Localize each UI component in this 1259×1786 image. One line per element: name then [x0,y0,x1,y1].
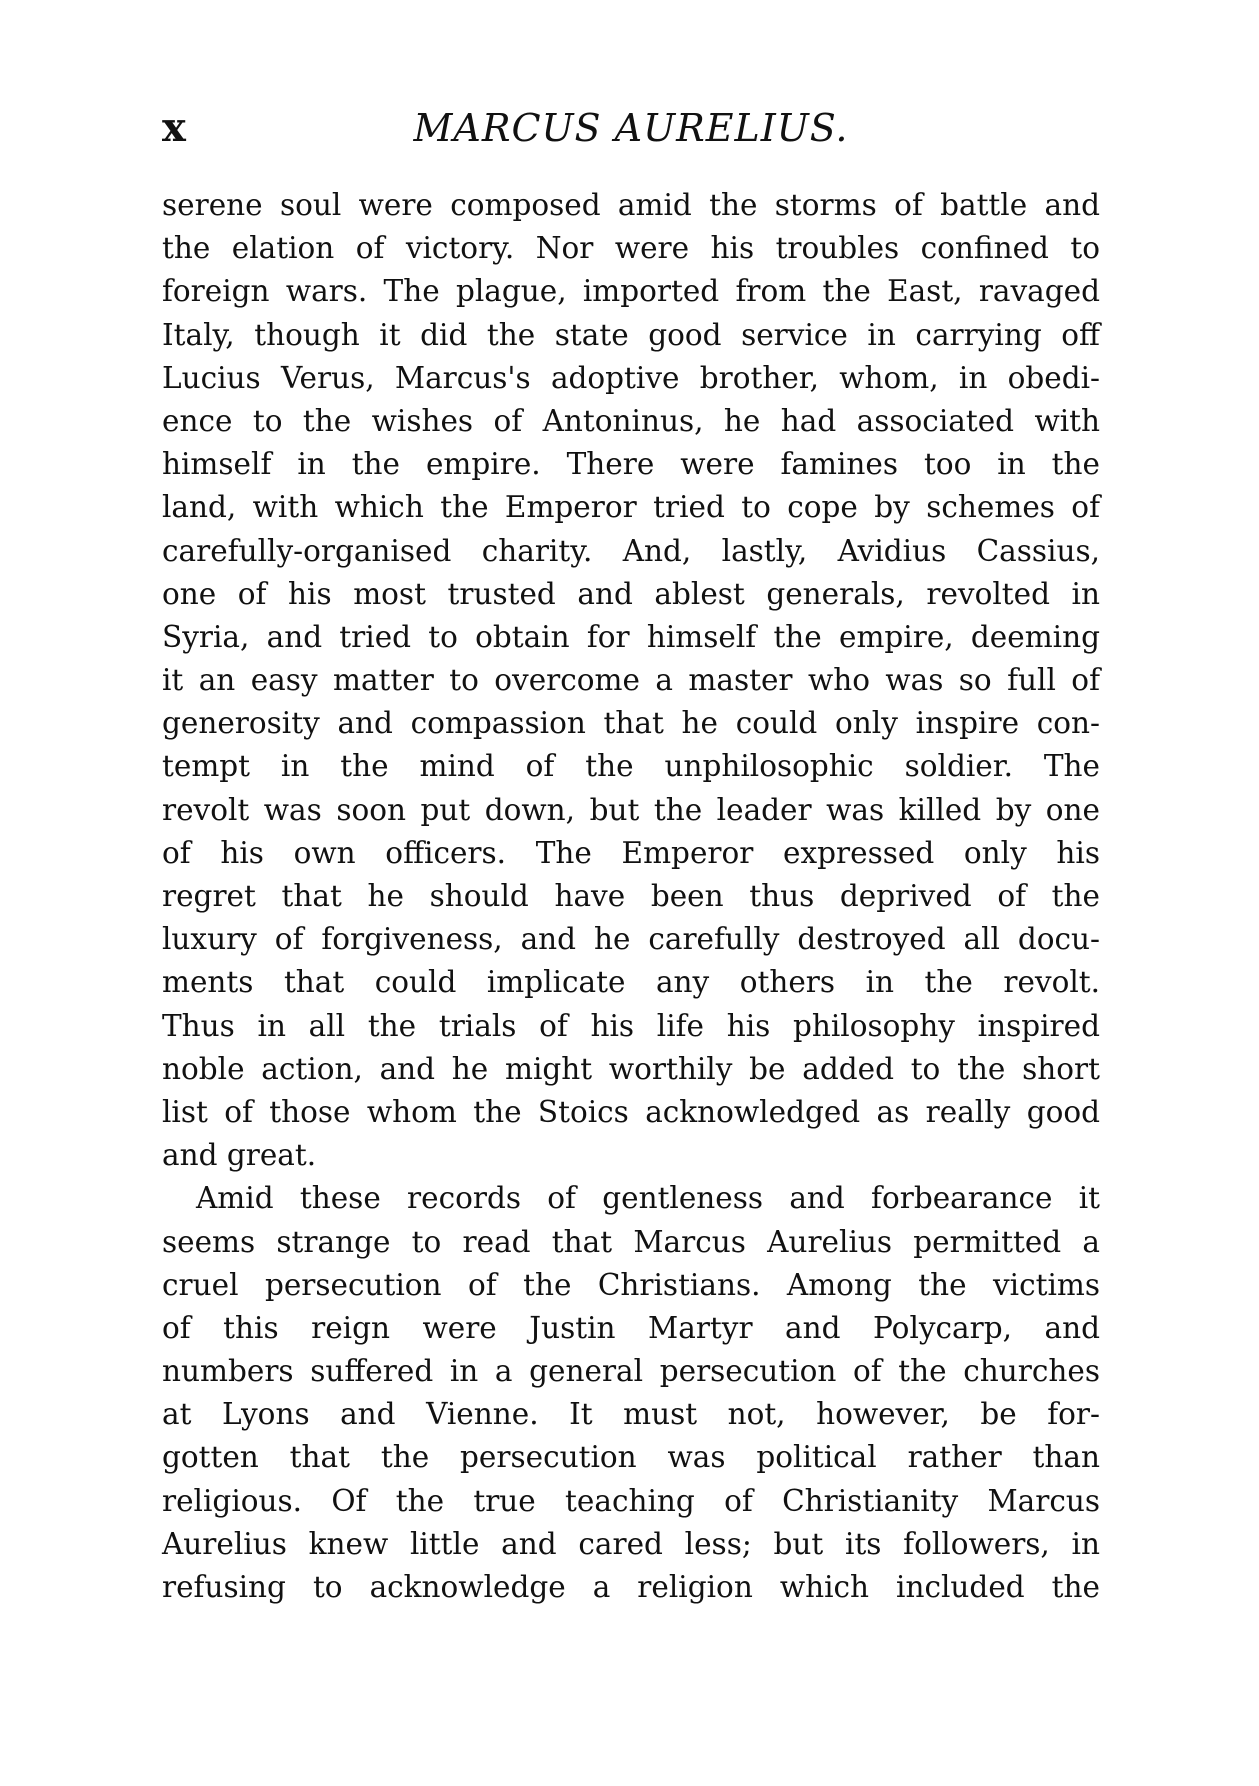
text-line: gotten that the persecution was political rather than [162,1440,1100,1475]
text-line: regret that he should have been thus deprived of the [162,879,1100,913]
text-line: carefully-organised charity. And, lastly, Avidius Cassius, [162,533,1100,568]
paragraph-2 [162,1177,1100,1609]
page-number: x [162,104,186,151]
text-line: revolt was soon put down, but the leader was killed by one [162,792,1100,827]
text-line: religious. Of the true teaching of Christianity Marcus [162,1483,1100,1518]
text-line: tempt in the mind of the unphilosophic soldier. The [162,749,1100,784]
running-title: MARCUS AURELIUS. [413,106,849,150]
text-line: it an easy matter to overcome a master who was so full of [162,663,1100,698]
text-line: Lucius Verus, Marcus's adoptive brother, whom, in obedi- [162,360,1100,395]
text-line: foreign wars. The plague, imported from the East, ravaged [162,274,1100,309]
text-line: Italy, though it did the state good service in carrying off [162,317,1100,352]
text-line: generosity and compassion that he could only inspire con- [162,706,1100,741]
text-line: noble action, and he might worthily be added to the short [162,1051,1100,1086]
text-line: at Lyons and Vienne. It must not, however, be for- [162,1397,1100,1432]
text-line: luxury of forgiveness, and he carefully destroyed all docu- [162,922,1100,957]
text-line: of this reign were Justin Martyr and Polycarp, and [162,1310,1100,1345]
page-header [162,98,1100,158]
text-line: Thus in all the trials of his life his philosophy inspired [162,1008,1100,1043]
text-line: cruel persecution of the Christians. Among the victims [162,1267,1100,1302]
text-line: refusing to acknowledge a religion which included the [162,1570,1100,1604]
text-line: Amid these records of gentleness and forbearance it [196,1181,1100,1216]
text-line: ence to the wishes of Antoninus, he had associated with [162,403,1100,438]
text-line: himself in the empire. There were famines too in the [162,447,1100,482]
text-line: seems strange to read that Marcus Aurelius permitted a [162,1224,1100,1259]
text-line: serene soul were composed amid the storms of battle and [162,188,1100,222]
text-line: Aurelius knew little and cared less; but its followers, in [162,1526,1100,1561]
paragraph-1 [162,184,1100,1177]
text-line: Syria, and tried to obtain for himself the empire, deeming [162,619,1100,654]
body-text [162,184,1100,1609]
text-line: list of those whom the Stoics acknowledged as really good [162,1094,1100,1129]
text-line: and great. [162,1138,317,1173]
text-line: of his own officers. The Emperor expressed only his [162,835,1100,870]
text-line: the elation of victory. Nor were his troubles confined to [162,231,1100,266]
text-line: one of his most trusted and ablest generals, revolted in [162,576,1100,611]
text-line: land, with which the Emperor tried to cope by schemes of [162,490,1100,525]
text-line: ments that could implicate any others in the revolt. [162,965,1100,1000]
text-line: numbers suffered in a general persecution of the churches [162,1354,1100,1389]
